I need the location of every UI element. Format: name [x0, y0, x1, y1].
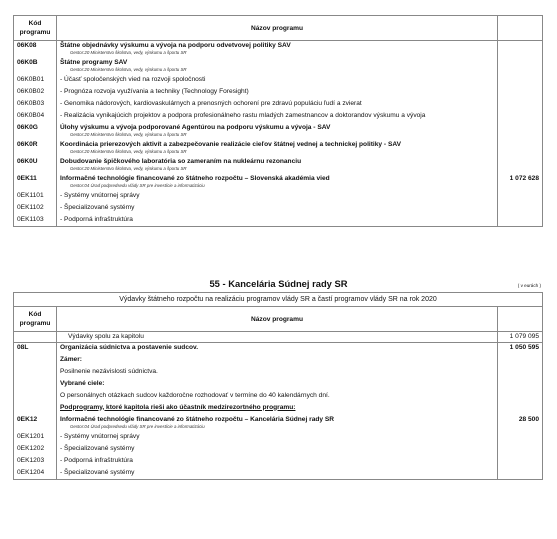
program-amount: [498, 41, 543, 58]
program-code: 0EK1203: [14, 456, 57, 468]
program-name-cell: [57, 140, 498, 157]
program-code: 0EK1101: [14, 191, 57, 203]
spolu-code: [14, 332, 57, 343]
header-code: Kód programu: [14, 16, 57, 41]
program-code: 06K0B02: [14, 87, 57, 99]
program-name-cell: [57, 391, 498, 403]
program-name: - Podporná infraštruktúra: [60, 456, 133, 464]
program-amount: [497, 355, 542, 367]
program-code: 06K0B04: [14, 111, 57, 123]
programs-table-top: [13, 15, 543, 227]
program-code: 06K0U: [14, 157, 57, 174]
program-amount: [497, 444, 542, 456]
program-code: [14, 355, 57, 367]
program-amount: [497, 456, 542, 468]
program-name-cell: [57, 203, 498, 215]
header-name: Názov programu: [57, 307, 498, 332]
table-row: [14, 99, 543, 111]
table-row: [14, 379, 543, 391]
program-amount: [498, 215, 543, 227]
program-gestor: Gestor:04 Úrad podpredsedu vlády SR pre investície a informatizáciu: [70, 423, 205, 429]
program-gestor: Gestor:20 Ministerstvo školstva, vedy, výskumu a športu SR: [70, 165, 187, 171]
program-amount: [498, 203, 543, 215]
program-name: Posilnenie nezávislosti súdnictva.: [60, 367, 158, 375]
program-name-cell: [57, 75, 498, 87]
header-amount: [497, 307, 542, 332]
program-name-cell: [57, 111, 498, 123]
program-name: - Prognóza rozvoja využívania a techniky (Technology Foresight): [60, 87, 249, 95]
table-row: [14, 203, 543, 215]
program-name-cell: [57, 58, 498, 75]
program-code: 06K0R: [14, 140, 57, 157]
program-gestor: Gestor:20 Ministerstvo školstva, vedy, výskumu a športu SR: [70, 50, 187, 55]
table-row: [14, 41, 543, 58]
program-amount: [498, 75, 543, 87]
program-amount: [498, 140, 543, 157]
table-row: [14, 343, 543, 355]
program-name: Štátne programy SAV: [60, 58, 128, 66]
total-amount: 1 079 095: [497, 332, 542, 343]
table-row: [14, 87, 543, 99]
program-code: [14, 379, 57, 391]
program-code: 06K08: [14, 41, 57, 58]
program-amount: [497, 379, 542, 391]
program-name: Štátne objednávky výskumu a vývoja na podporu odvetvovej politiky SAV: [60, 42, 291, 49]
program-name-cell: [57, 215, 498, 227]
program-name: Informačné technológie financované zo štátneho rozpočtu – Slovenská akadémia vied: [60, 174, 330, 182]
program-name: O personálnych otázkach sudcov každoročne rozhodovať v termíne do 40 kalendárnych dní.: [60, 391, 330, 399]
table-row: [14, 391, 543, 403]
program-name: - Účasť spoločenských vied na rozvoji spoločnosti: [60, 75, 206, 83]
table-row: [14, 140, 543, 157]
program-amount: [498, 87, 543, 99]
program-code: [14, 367, 57, 379]
program-amount: 28 500: [497, 415, 542, 432]
table-row: [14, 415, 543, 432]
table-row: [14, 58, 543, 75]
header-amount: [498, 16, 543, 41]
program-name: Dobudovanie špičkového laboratória so zameraním na nukleárnu rezonanciu: [60, 157, 302, 165]
program-name: Zámer:: [60, 355, 82, 363]
program-code: 06K0G: [14, 123, 57, 140]
total-label: Výdavky spolu za kapitolu: [57, 332, 498, 343]
program-code: 08L: [14, 343, 57, 355]
program-code: 06K0B: [14, 58, 57, 75]
program-name: - Systémy vnútornej správy: [60, 432, 140, 440]
program-name-cell: [57, 456, 498, 468]
program-name-cell: [57, 99, 498, 111]
program-code: 0EK1103: [14, 215, 57, 227]
program-name: - Realizácia vynikajúcich projektov a podpora profesionálneho rastu mladých zamestnancov a doktorandov výskumu a vývoja: [60, 111, 426, 119]
program-name: - Špecializované systémy: [60, 203, 135, 211]
program-name: - Podporná infraštruktúra: [60, 215, 133, 223]
program-code: [14, 391, 57, 403]
program-name-cell: [57, 355, 498, 367]
table-row: [14, 123, 543, 140]
table-row: [14, 432, 543, 444]
table-row: [14, 403, 543, 415]
program-code: 0EK1102: [14, 203, 57, 215]
program-amount: [498, 191, 543, 203]
program-amount: [498, 157, 543, 174]
program-name: Organizácia súdnictva a postavenie sudcov.: [60, 344, 199, 351]
program-name-cell: [57, 379, 498, 391]
program-gestor: Gestor:20 Ministerstvo školstva, vedy, výskumu a športu SR: [70, 148, 187, 154]
program-amount: 1 072 628: [498, 174, 543, 191]
program-code: 0EK11: [14, 174, 57, 191]
table-row: [14, 111, 543, 123]
program-amount: [497, 403, 542, 415]
program-name: - Špecializované systémy: [60, 468, 135, 476]
program-gestor: Gestor:20 Ministerstvo školstva, vedy, výskumu a športu SR: [70, 66, 187, 72]
program-name-cell: [57, 41, 498, 58]
program-gestor: Gestor:20 Ministerstvo školstva, vedy, výskumu a športu SR: [70, 131, 187, 137]
program-name: Úlohy výskumu a vývoja podporované Agentúrou na podporu výskumu a vývoja - SAV: [60, 123, 331, 131]
program-code: [14, 403, 57, 415]
header-code: Kód programu: [14, 307, 57, 332]
program-code: 0EK1201: [14, 432, 57, 444]
program-amount: [497, 367, 542, 379]
table-row: [14, 367, 543, 379]
program-code: 0EK1204: [14, 468, 57, 480]
program-name-cell: [57, 403, 498, 415]
program-amount: [498, 123, 543, 140]
program-name: - Špecializované systémy: [60, 444, 135, 452]
program-name-cell: [57, 367, 498, 379]
program-name: Informačné technológie financované zo štátneho rozpočtu – Kancelária Súdnej rady SR: [60, 415, 335, 423]
program-gestor: Gestor:04 Úrad podpredsedu vlády SR pre investície a informatizáciu: [70, 182, 205, 188]
program-amount: [497, 432, 542, 444]
program-name: - Systémy vnútornej správy: [60, 191, 140, 199]
program-name-cell: [57, 87, 498, 99]
program-code: 06K0B01: [14, 75, 57, 87]
program-name-cell: [57, 444, 498, 456]
program-name-cell: [57, 343, 498, 355]
program-code: 0EK12: [14, 415, 57, 432]
program-amount: [498, 111, 543, 123]
program-amount: [498, 99, 543, 111]
table-caption: Výdavky štátneho rozpočtu na realizáciu programov vlády SR a častí programov vlády SR na rok 2020: [14, 293, 543, 307]
table-row: [14, 468, 543, 480]
table-row: [14, 157, 543, 174]
programs-table-bottom: [13, 292, 543, 480]
table-row: [14, 444, 543, 456]
program-name: - Genomika nádorových, kardiovaskulárnych a prenosných ochorení pre zdravú populáciu ľudí a zvierat: [60, 99, 362, 107]
table-row: [14, 75, 543, 87]
program-name-cell: [57, 157, 498, 174]
program-name-cell: [57, 174, 498, 191]
program-amount: [497, 468, 542, 480]
program-code: 0EK1202: [14, 444, 57, 456]
program-name-cell: [57, 468, 498, 480]
program-name: Podprogramy, ktoré kapitola rieši ako účastník medzirezortného programu:: [60, 403, 296, 411]
program-name: Koordinácia prierezových aktivít a zabezpečovanie realizácie cieľov štátnej vednej a technickej politiky - SAV: [60, 140, 402, 148]
program-name-cell: [57, 191, 498, 203]
table-row: [14, 456, 543, 468]
chapter-title: 55 - Kancelária Súdnej rady SR: [209, 278, 348, 289]
table-row: [14, 355, 543, 367]
program-name-cell: [57, 415, 498, 432]
table-row: [14, 215, 543, 227]
table-row: [14, 191, 543, 203]
program-name-cell: [57, 123, 498, 140]
program-amount: [497, 391, 542, 403]
header-name: Názov programu: [57, 16, 498, 41]
program-amount: [498, 58, 543, 75]
program-name-cell: [57, 432, 498, 444]
program-code: 06K0B03: [14, 99, 57, 111]
unit-label: ( v eurách ): [517, 283, 541, 288]
program-name: Vybrané ciele:: [60, 379, 105, 387]
program-amount: 1 050 595: [497, 343, 542, 355]
table-row: [14, 174, 543, 191]
